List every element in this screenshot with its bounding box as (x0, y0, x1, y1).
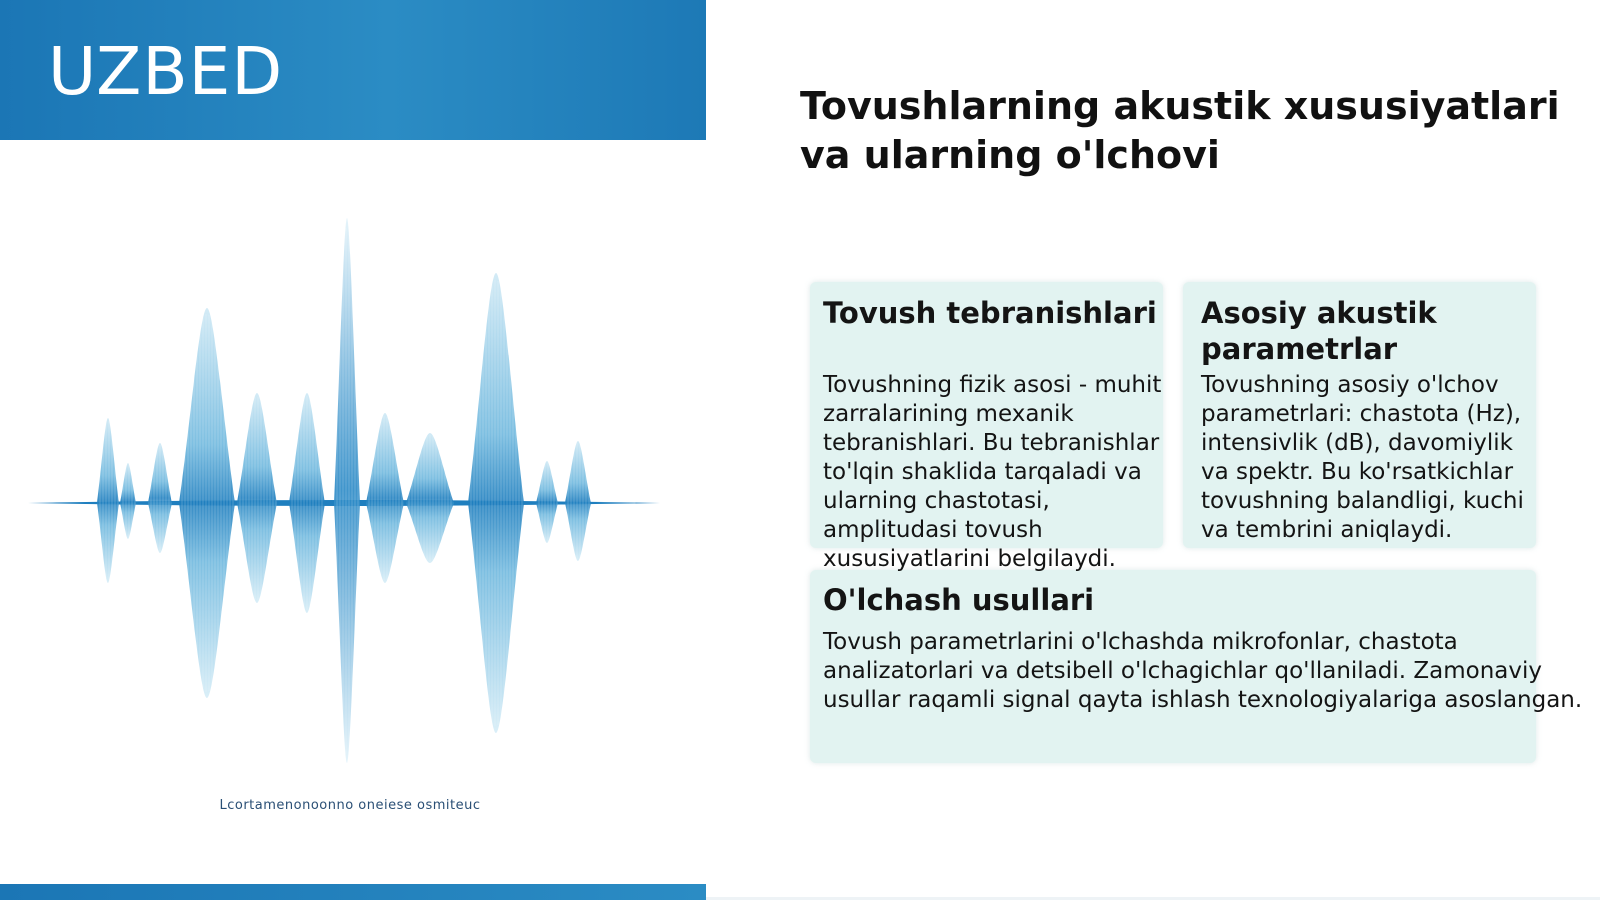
card-measurement-methods-title: O'lchash usullari (823, 583, 1095, 617)
card-measurement-methods-body: Tovush parametrlarini o'lchashda mikrofonlar, chastota analizatorlari va detsibell o'lchagichlar qo'llaniladi. Zamonaviy usullar raqamli signal qayta ishlash texnologiyalariga asoslangan. (823, 629, 1583, 713)
slide-title: Tovushlarning akustik xususiyatlari va ularning o'lchovi (800, 84, 1560, 177)
image-caption: Lcortamenonoonno oneiese osmiteuc (219, 798, 481, 813)
wave-lobe (334, 218, 360, 763)
brand-banner (0, 0, 706, 140)
sound-wave-illustration (0, 140, 706, 880)
bottom-accent-bar (0, 884, 706, 900)
card-sound-vibrations-title: Tovush tebranishlari (823, 296, 1157, 330)
card-acoustic-parameters-body: Tovushning asosiy o'lchov parametrlari: chastota (Hz), intensivlik (dB), davomiylik va spektr. Bu ko'rsatkichlar tovushning balandligi, kuchi va tembrini aniqlaydi. (1201, 372, 1524, 543)
card-acoustic-parameters-title: Asosiy akustik parametrlar (1201, 296, 1437, 366)
wave-lobe (565, 441, 591, 561)
card-sound-vibrations-body: Tovushning fizik asosi - muhit zarralarining mexanik tebranishlari. Bu tebranishlar to'lqin shaklida tarqaladi va ularning chastotasi, amplitudasi tovush xususiyatlarini belgilaydi. (823, 372, 1162, 572)
brand-logo: UZBED (48, 33, 284, 110)
wave-lobe (120, 463, 136, 539)
image-panel (0, 0, 706, 900)
wave-shapes (28, 218, 660, 763)
